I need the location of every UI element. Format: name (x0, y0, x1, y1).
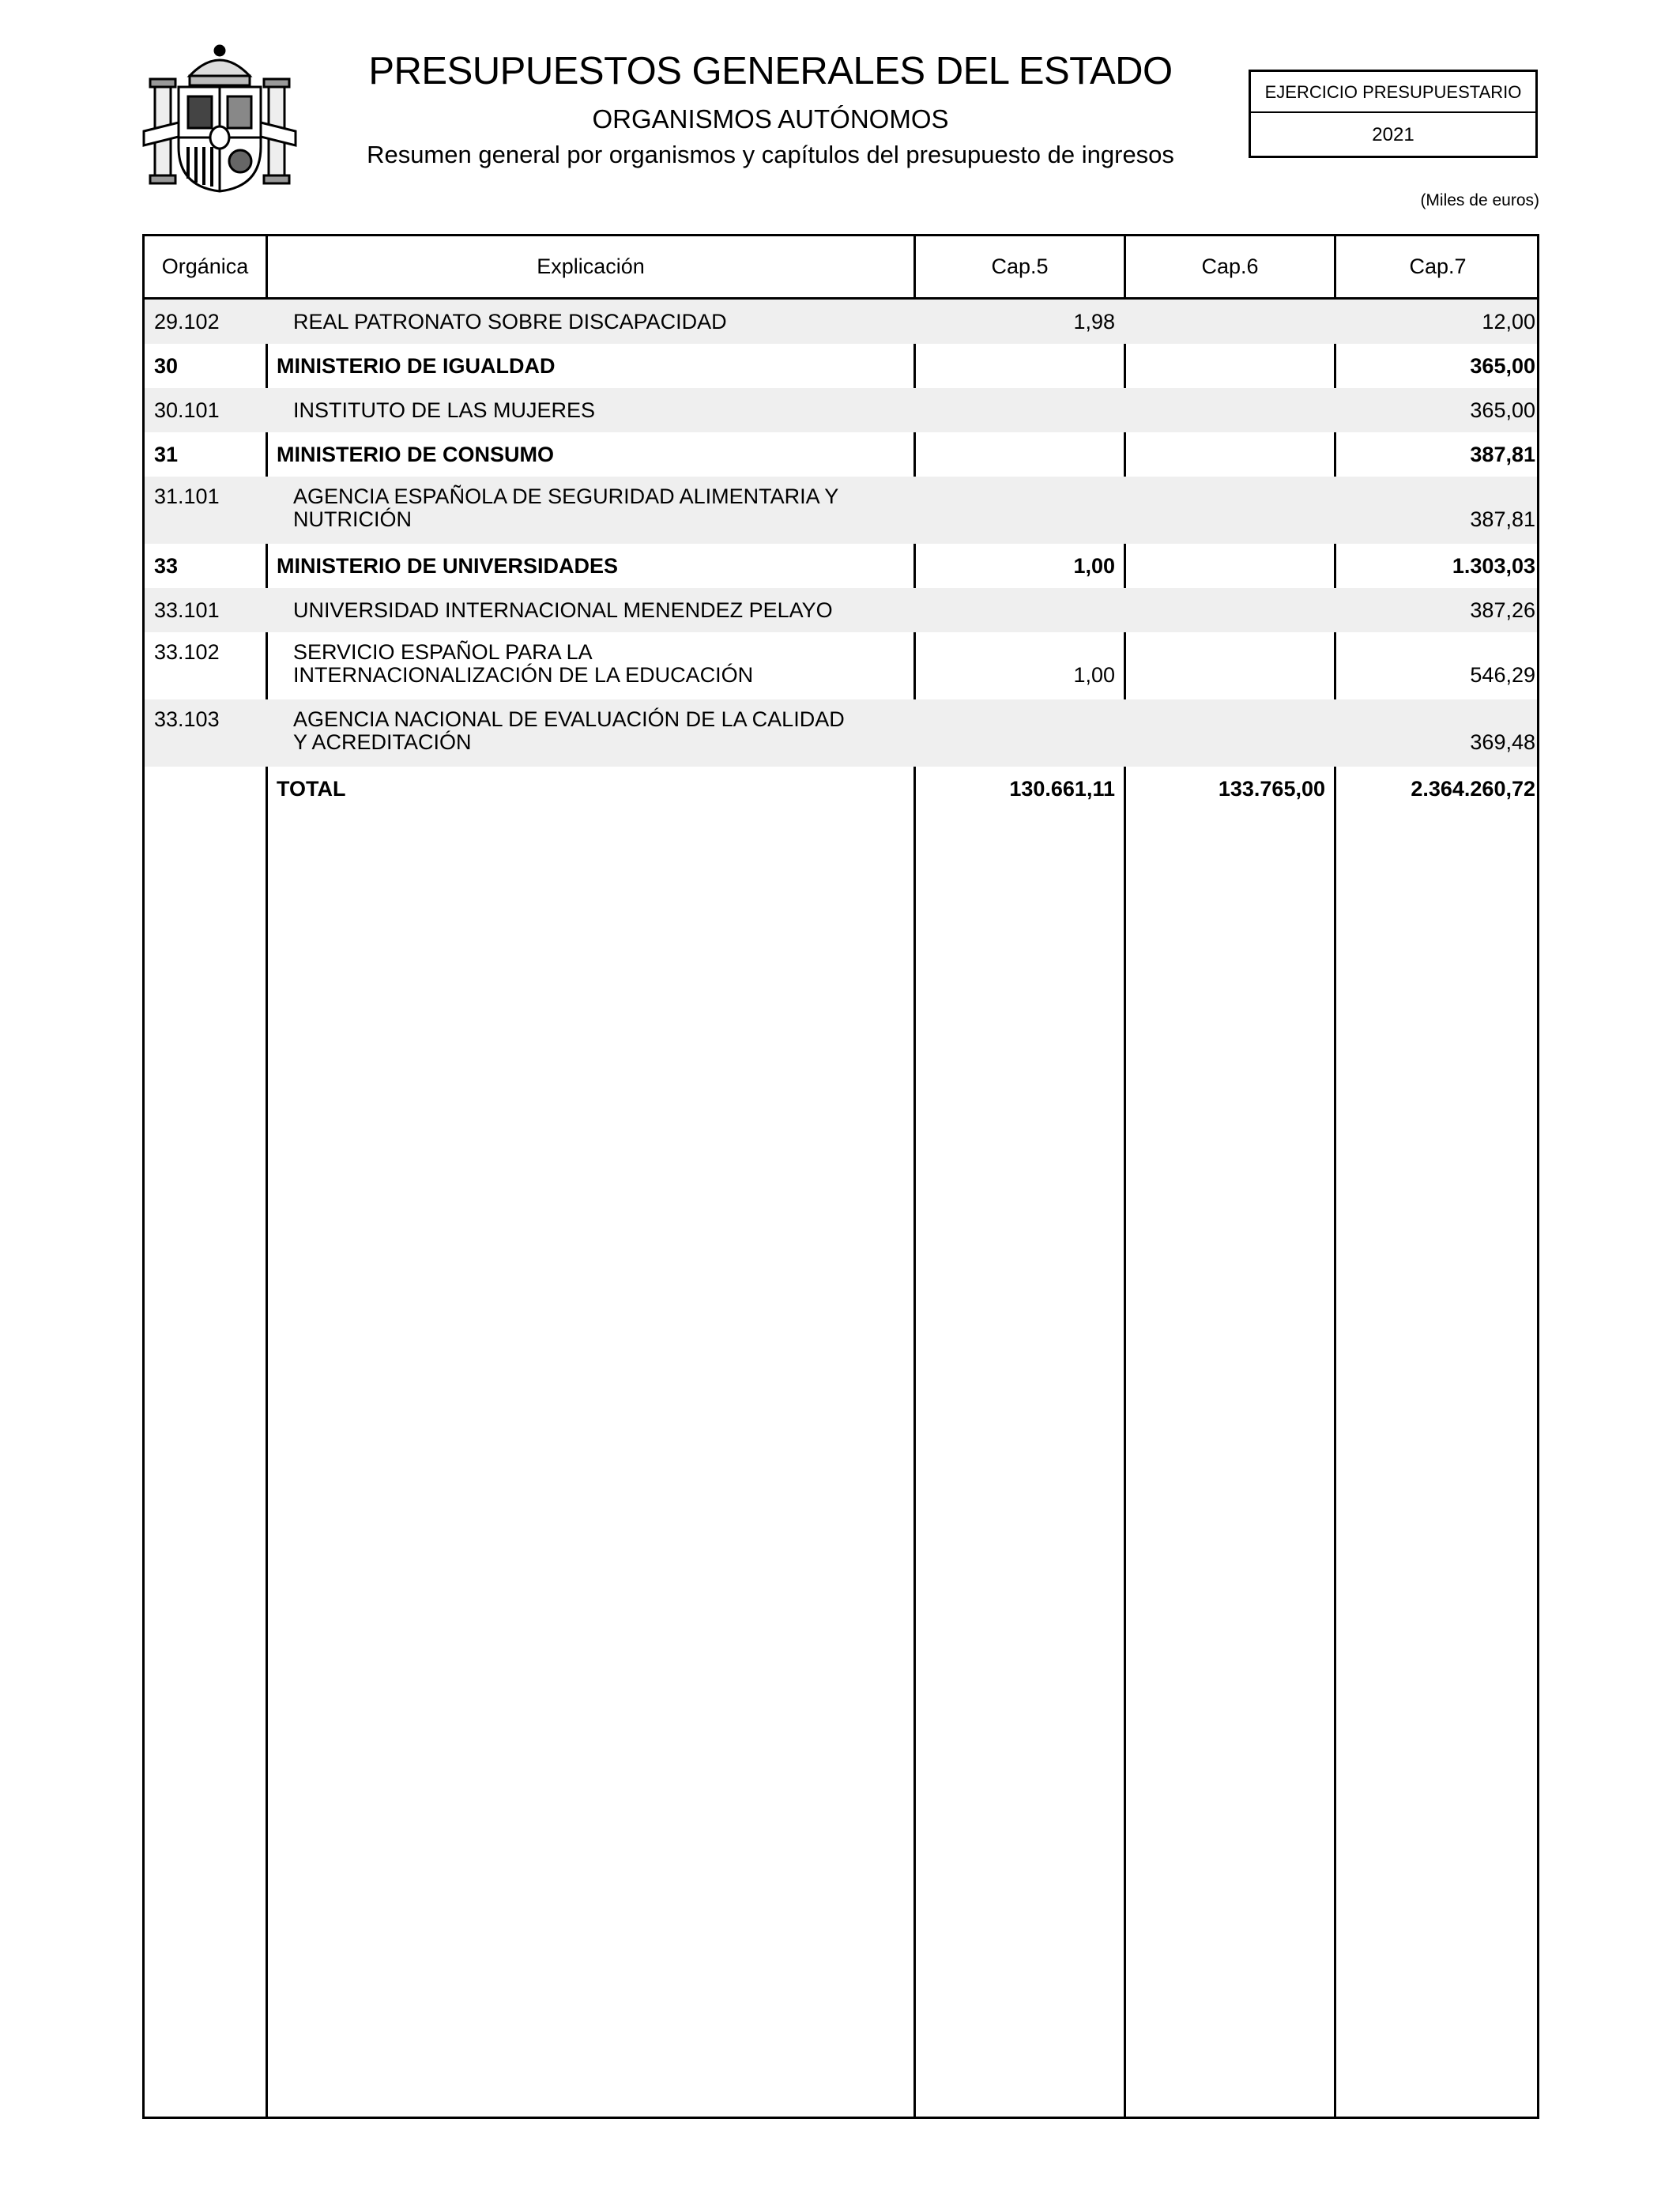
cell-explicacion-line2: NUTRICIÓN (293, 507, 412, 531)
table-row (145, 477, 1537, 544)
page-description: Resumen general por organismos y capítulos del presupuesto de ingresos (367, 141, 1174, 168)
spain-coat-of-arms-icon (141, 36, 299, 194)
page-title: PRESUPUESTOS GENERALES DEL ESTADO (368, 50, 1173, 92)
cell-explicacion: UNIVERSIDAD INTERNACIONAL MENENDEZ PELAYO (293, 598, 833, 622)
cell-explicacion-line2: INTERNACIONALIZACIÓN DE LA EDUCACIÓN (293, 663, 754, 687)
column-header-explicacion: Explicación (537, 254, 645, 278)
cell-cap5 (916, 388, 1115, 432)
table-row (145, 699, 1537, 767)
cell-cap6 (1126, 477, 1325, 544)
cell-cap7: 387,81 (1470, 507, 1535, 531)
cell-cap6 (1126, 432, 1325, 477)
cell-explicacion: MINISTERIO DE IGUALDAD (277, 354, 556, 378)
cell-explicacion-line1: SERVICIO ESPAÑOL PARA LA (293, 640, 593, 664)
cell-explicacion-line2: Y ACREDITACIÓN (293, 730, 472, 754)
cell-cap7: 387,26 (1470, 598, 1535, 622)
cell-organica: 33.103 (154, 707, 220, 731)
cell-explicacion (293, 699, 910, 767)
cell-cap5 (916, 699, 1115, 767)
column-header-cap5: Cap.5 (991, 254, 1049, 278)
cell-cap6 (1126, 300, 1325, 344)
budget-table (142, 234, 1539, 2119)
cell-cap7: 2.364.260,72 (1411, 777, 1535, 801)
cell-cap6 (1126, 388, 1325, 432)
cell-cap7: 1.303,03 (1452, 554, 1535, 578)
cell-explicacion: INSTITUTO DE LAS MUJERES (293, 398, 596, 422)
cell-explicacion: MINISTERIO DE CONSUMO (277, 443, 555, 466)
cell-organica: 30 (154, 354, 179, 378)
page-subtitle: ORGANISMOS AUTÓNOMOS (592, 104, 949, 134)
cell-explicacion-line1: AGENCIA ESPAÑOLA DE SEGURIDAD ALIMENTARIA Y (293, 484, 839, 508)
cell-organica: 31 (154, 443, 179, 466)
cell-cap5: 1,98 (1073, 310, 1115, 334)
cell-explicacion (293, 477, 910, 544)
cell-organica (154, 767, 261, 811)
units-note: (Miles de euros) (1420, 191, 1539, 209)
cell-cap7: 387,81 (1470, 443, 1535, 466)
table-row (145, 544, 1537, 588)
table-row (145, 344, 1537, 388)
ejercicio-year: 2021 (1372, 124, 1414, 145)
cell-cap6: 133.765,00 (1218, 777, 1325, 801)
cell-cap5: 130.661,11 (1009, 777, 1115, 801)
cell-cap6 (1126, 344, 1325, 388)
cell-explicacion: REAL PATRONATO SOBRE DISCAPACIDAD (293, 310, 727, 334)
cell-cap5: 1,00 (1073, 663, 1115, 687)
table-row (145, 300, 1537, 344)
cell-cap6 (1126, 588, 1325, 632)
cell-organica: 30.101 (154, 398, 220, 422)
ejercicio-label: EJERCICIO PRESUPUESTARIO (1251, 72, 1535, 113)
ejercicio-box (1249, 70, 1538, 158)
cell-organica: 33 (154, 554, 179, 578)
cell-cap6 (1126, 544, 1325, 588)
cell-cap7: 546,29 (1470, 663, 1535, 687)
cell-explicacion: TOTAL (277, 777, 346, 801)
cell-organica: 33.102 (154, 640, 220, 664)
table-row (145, 632, 1537, 699)
table-row (145, 388, 1537, 432)
cell-organica: 29.102 (154, 310, 220, 334)
table-total-row (145, 767, 1537, 811)
column-header-cap6: Cap.6 (1201, 254, 1259, 278)
cell-cap5 (916, 477, 1115, 544)
cell-cap5 (916, 432, 1115, 477)
cell-organica: 31.101 (154, 484, 220, 508)
cell-cap6 (1126, 632, 1325, 699)
column-header-organica: Orgánica (161, 254, 249, 278)
table-row (145, 588, 1537, 632)
cell-cap7: 365,00 (1470, 354, 1535, 378)
table-row (145, 432, 1537, 477)
column-header-cap7: Cap.7 (1409, 254, 1467, 278)
cell-explicacion-line1: AGENCIA NACIONAL DE EVALUACIÓN DE LA CALIDAD (293, 707, 845, 731)
cell-cap7: 365,00 (1470, 398, 1535, 422)
cell-cap5 (916, 344, 1115, 388)
cell-explicacion (293, 632, 910, 699)
cell-organica: 33.101 (154, 598, 220, 622)
cell-explicacion: MINISTERIO DE UNIVERSIDADES (277, 554, 619, 578)
cell-cap5: 1,00 (1073, 554, 1115, 578)
cell-cap7: 369,48 (1470, 730, 1535, 754)
cell-cap7: 12,00 (1482, 310, 1535, 334)
cell-cap5 (916, 588, 1115, 632)
cell-cap6 (1126, 699, 1325, 767)
